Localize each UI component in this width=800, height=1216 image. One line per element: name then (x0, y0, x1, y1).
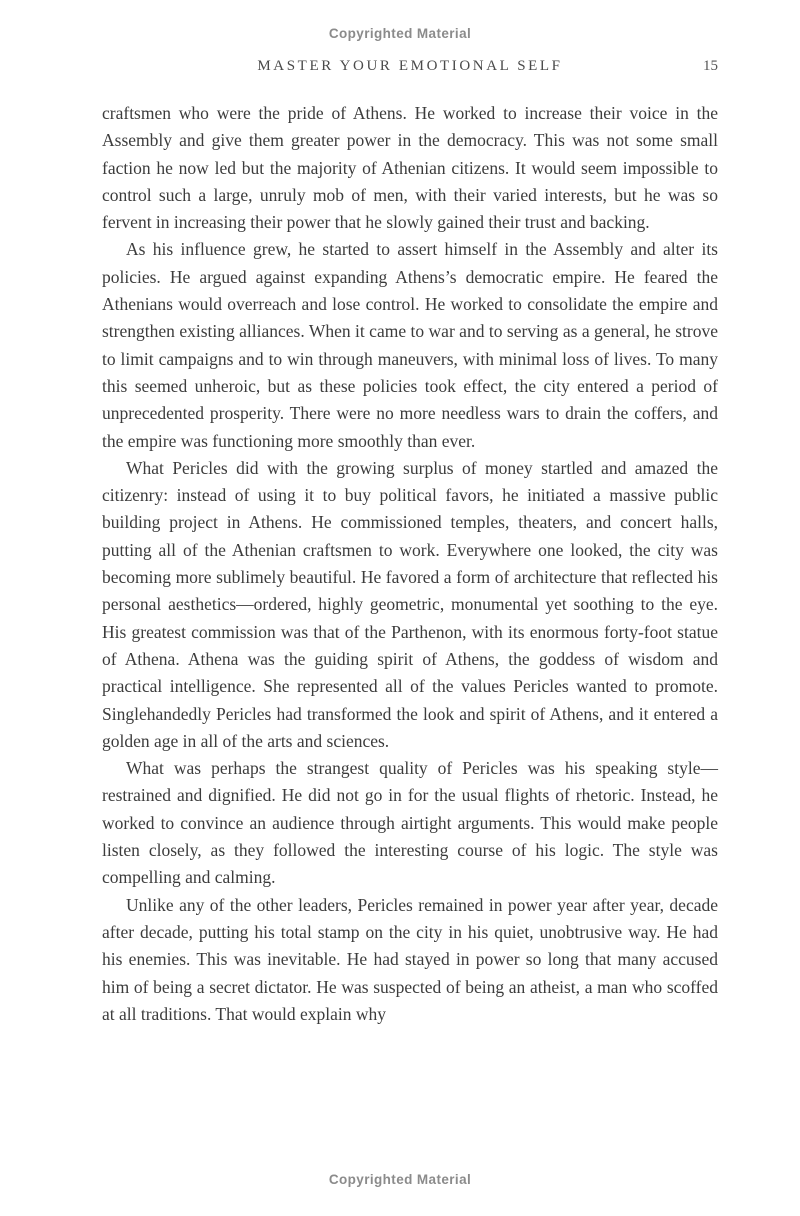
running-header (102, 58, 718, 78)
copyright-notice-bottom: Copyrighted Material (328, 1172, 472, 1187)
body-text (102, 100, 718, 1028)
chapter-title: MASTER YOUR EMOTIONAL SELF (257, 58, 563, 74)
copyright-notice-top: Copyrighted Material (328, 26, 472, 41)
paragraph-1: craftsmen who were the pride of Athens. He worked to increase their voice in the Assembly and give them greater power in the democracy. This was not some small faction he now led but the majority of Athenian citizens. It would seem impossible to control such a large, unruly mob of men, with their varied interests, but he was so fervent in increasing their power that he slowly gained their trust and backing. (102, 103, 718, 233)
page-number: 15 (703, 58, 718, 74)
text-column (102, 58, 718, 1028)
paragraph-5: Unlike any of the other leaders, Pericles remained in power year after year, decade after decade, putting his total stamp on the city in his quiet, unobtrusive way. He had his enemies. This was inevitable. He had stayed in power so long that many accused him of being a secret dictator. He was suspected of being an atheist, a man who scoffed at all traditions. That would explain why (102, 894, 718, 1024)
paragraph-2: As his influence grew, he started to assert himself in the Assembly and alter its policies. He argued against expanding Athens’s democratic empire. He feared the Athenians would overreach and lose control. He worked to consolidate the empire and strengthen existing alliances. When it came to war and to serving as a general, he strove to limit campaigns and to win through maneuvers, with minimal loss of lives. To many this seemed unheroic, but as these policies took effect, the city entered a period of unprecedented prosperity. There were no more needless wars to drain the coffers, and the empire was functioning more smoothly than ever. (102, 239, 718, 451)
paragraph-3: What Pericles did with the growing surplus of money startled and amazed the citizenry: instead of using it to buy political favors, he initiated a massive public building project in Athens. He commissioned temples, theaters, and concert halls, putting all of the Athenian craftsmen to work. Everywhere one looked, the city was becoming more sublimely beautiful. He favored a form of architecture that reflected his personal aesthetics—ordered, highly geometric, monumental yet soothing to the eye. His greatest commission was that of the Parthenon, with its enormous forty-foot statue of Athena. Athena was the guiding spirit of Athens, the goddess of wisdom and practical intelligence. She represented all of the values Pericles wanted to promote. Singlehandedly Pericles had transformed the look and spirit of Athens, and it entered a golden age in all of the arts and sciences. (102, 457, 718, 751)
paragraph-4: What was perhaps the strangest quality of Pericles was his speaking style—restrained and dignified. He did not go in for the usual flights of rhetoric. Instead, he worked to convince an audience through airtight arguments. This would make people listen closely, as they followed the interesting course of his logic. The style was compelling and calming. (102, 758, 718, 888)
